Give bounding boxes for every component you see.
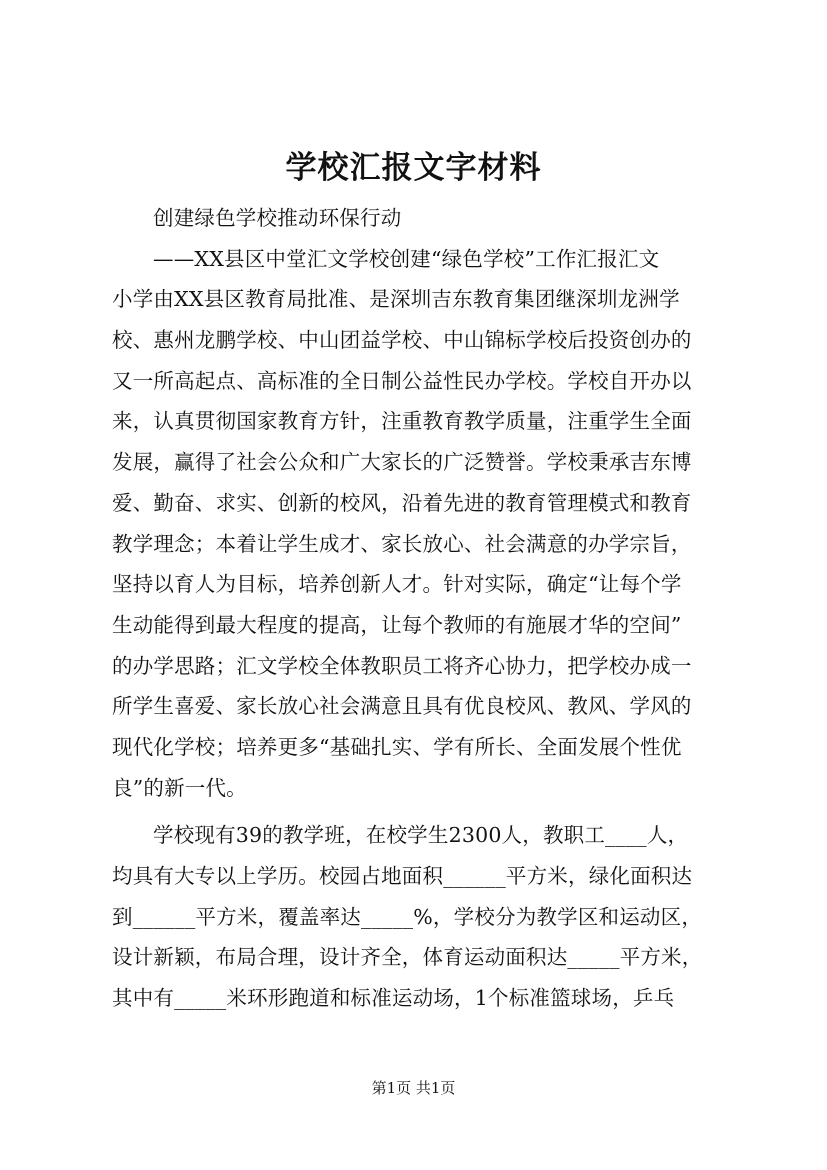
text-line: 所学生喜爱、家长放心社会满意且具有优良校风、教风、学风的 [112, 694, 692, 719]
text-line: 来，认真贯彻国家教育方针，注重教育教学质量，注重学生全面 [112, 409, 692, 434]
text-line: 坚持以育人为目标，培养创新人才。针对实际，确定“让每个学 [112, 572, 682, 597]
text-line: 爱、勤奋、求实、创新的校风，沿着先进的教育管理模式和教育 [112, 490, 692, 515]
text-line: 其中有_____米环形跑道和标准运动场，1个标准篮球场，乒乓 [112, 986, 675, 1011]
text-line: 的办学思路；汇文学校全体教职员工将齐心协力，把学校办成一 [112, 653, 692, 678]
text-line: ——XX县区中堂汇文学校创建“绿色学校”工作汇报汇文 [153, 246, 660, 271]
text-line: 校、惠州龙鹏学校、中山团益学校、中山锦标学校后投资创办的 [112, 328, 692, 353]
document-body [112, 198, 724, 1019]
text-line: 设计新颖，布局合理，设计齐全，体育运动面积达_____平方米， [112, 945, 703, 970]
document-title: 学校汇报文字材料 [285, 150, 542, 186]
text-line: 生动能得到最大程度的提高，让每个教师的有施展才华的空间” [112, 612, 682, 637]
subtitle-line: 创建绿色学校推动环保行动 [153, 206, 402, 230]
page-footer: 第1页 共1页 [371, 1079, 456, 1097]
text-line: 均具有大专以上学历。校园占地面积______平方米，绿化面积达 [112, 864, 693, 888]
text-line: 良”的新一代。 [112, 775, 247, 800]
text-line: 又一所高起点、高标准的全日制公益性民办学校。学校自开办以 [112, 368, 692, 393]
text-line: 现代化学校；培养更多“基础扎实、学有所长、全面发展个性优 [112, 734, 682, 759]
text-line: 发展，赢得了社会公众和广大家长的广泛赞誉。学校秉承吉东博 [112, 450, 692, 475]
text-line: 小学由XX县区教育局批准、是深圳吉东教育集团继深圳龙洲学 [112, 287, 680, 312]
text-line: 教学理念；本着让学生成才、家长放心、社会满意的办学宗旨， [112, 531, 692, 556]
text-line: 学校现有39的教学班，在校学生2300人，教职工____人， [153, 823, 689, 848]
text-line: 到______平方米，覆盖率达_____%，学校分为教学区和运动区， [112, 904, 703, 929]
